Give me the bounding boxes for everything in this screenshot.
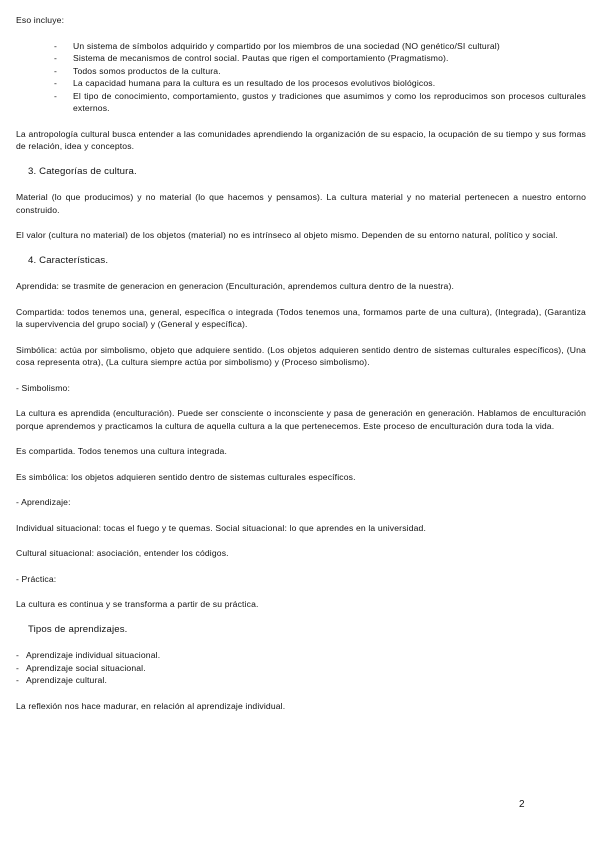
list-item-text: Un sistema de símbolos adquirido y compartido por los miembros de una sociedad (NO genético/SI cultural) <box>73 40 500 51</box>
paragraph-individual: Individual situacional: tocas el fuego y te quemas. Social situacional: lo que aprendes en la universidad. <box>16 522 427 533</box>
list-marker: - <box>54 65 58 76</box>
list-item <box>16 674 586 687</box>
paragraph-material: Material (lo que producimos) y no material (lo que hacemos y pensamos). La cultura material y no material pertenecen a nuestro entorno construido. <box>16 192 586 215</box>
paragraph-valor: El valor (cultura no material) de los objetos (material) no es intrínseco al objeto mismo. Dependen de su entorno natural, político y social. <box>16 230 558 240</box>
heading-tipos: Tipos de aprendizajes. <box>28 623 128 635</box>
list-item-text: El tipo de conocimiento, comportamiento, gustos y tradiciones que asumimos y como los reproducimos son procesos culturales externos. <box>73 90 586 113</box>
list-marker: - <box>54 53 58 63</box>
paragraph-simbolica: Simbólica: actúa por simbolismo, objeto que adquiere sentido. (Los objetos adquieren sentido dentro de sistemas culturales específicos), (Una cosa representa otra), (La cultura siempre actúa por simbolismo) y (Proceso simbolismo). <box>16 344 586 367</box>
list-item <box>16 65 586 78</box>
list-item <box>16 52 586 65</box>
list-item <box>16 662 586 675</box>
paragraph-compartida: Compartida: todos tenemos una, general, específica o integrada (Todos tenemos una, formamos parte de una cultura), (Integrada), (Garantiza la supervivencia del grupo social) y (General y específica). <box>16 306 586 329</box>
list-item <box>16 90 586 115</box>
list-marker: - <box>16 650 20 660</box>
heading-categorias: 3. Categorías de cultura. <box>28 165 137 177</box>
list-marker: - <box>54 90 58 101</box>
list-item-text: La capacidad humana para la cultura es un resultado de los procesos evolutivos biológicos. <box>73 78 436 88</box>
paragraph-reflexion: La reflexión nos hace madurar, en relación al aprendizaje individual. <box>16 700 286 711</box>
tipos-list <box>16 649 586 687</box>
includes-list <box>16 40 586 115</box>
list-item <box>16 40 586 53</box>
paragraph-continua: La cultura es continua y se transforma a partir de su práctica. <box>16 599 259 609</box>
paragraph-simbolica-detail: Es simbólica: los objetos adquieren sentido dentro de sistemas culturales específicos. <box>16 471 356 482</box>
list-marker: - <box>54 78 58 88</box>
paragraph-compartida-detail: Es compartida. Todos tenemos una cultura integrada. <box>16 446 227 456</box>
heading-aprendizaje: - Aprendizaje: <box>16 497 71 507</box>
heading-simbolismo: - Simbolismo: <box>16 382 70 393</box>
list-item <box>16 77 586 90</box>
page-number: 2 <box>519 799 525 810</box>
list-item-text: Aprendizaje individual situacional. <box>26 650 161 660</box>
paragraph-aprendida-detail: La cultura es aprendida (enculturación). Puede ser consciente o inconsciente y pasa de generación en generación. Hablamos de enculturación porque aprendemos y practicamos la cultura de aquella cultura a la que pertenecemos. Este proceso de enculturación dura toda la vida. <box>16 408 586 431</box>
list-item-text: Aprendizaje social situacional. <box>26 662 146 673</box>
list-item <box>16 649 586 662</box>
document-page <box>16 14 586 725</box>
list-marker: - <box>16 675 20 685</box>
list-marker: - <box>16 662 20 673</box>
list-item-text: Sistema de mecanismos de control social. Pautas que rigen el comportamiento (Pragmatismo). <box>73 53 449 63</box>
list-item-text: Aprendizaje cultural. <box>26 675 108 685</box>
list-marker: - <box>54 40 58 51</box>
paragraph-antropologia: La antropología cultural busca entender a las comunidades aprendiendo la organización de su espacio, la ocupación de su tiempo y sus formas de relación, idea y conceptos. <box>16 128 586 151</box>
heading-caracteristicas: 4. Características. <box>28 254 109 266</box>
paragraph-cultural: Cultural situacional: asociación, entender los códigos. <box>16 548 229 558</box>
paragraph-aprendida: Aprendida: se trasmite de generacion en generacion (Enculturación, aprendemos cultura dentro de la nuestra). <box>16 281 455 291</box>
heading-practica: - Práctica: <box>16 573 57 584</box>
intro-text: Eso incluye: <box>16 15 65 25</box>
list-item-text: Todos somos productos de la cultura. <box>73 65 221 76</box>
